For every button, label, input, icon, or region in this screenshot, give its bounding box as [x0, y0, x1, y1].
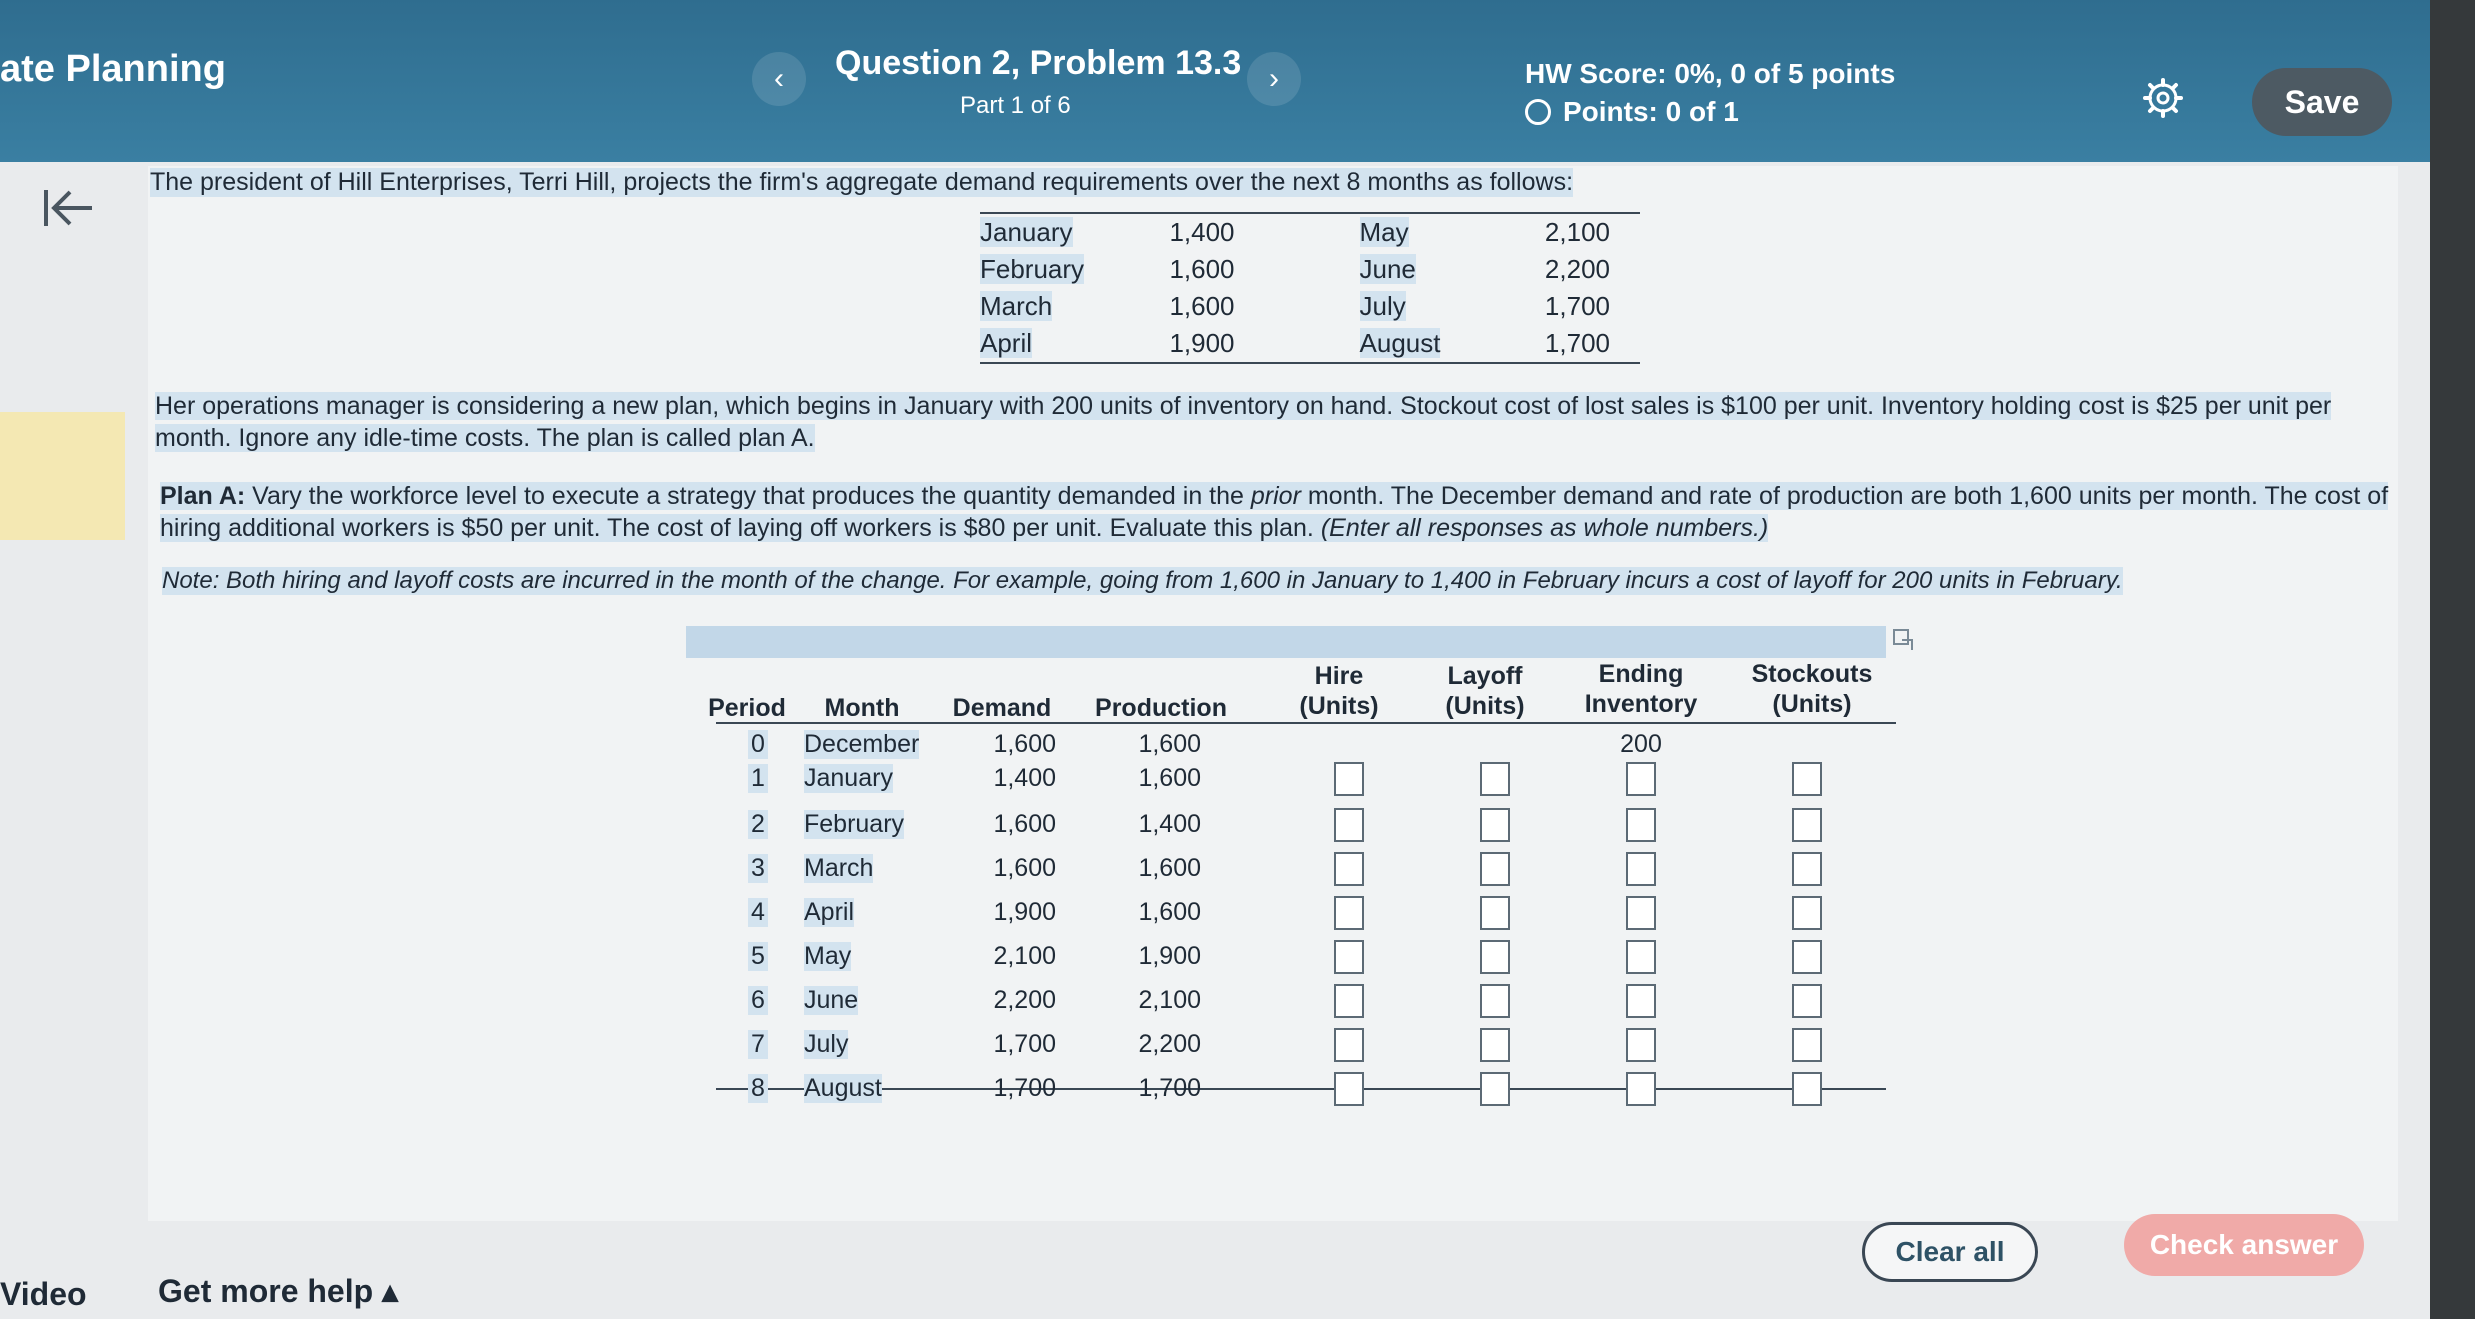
month-cell: July	[804, 1030, 849, 1058]
demand-value: 1,900	[1169, 328, 1235, 358]
production-cell: 1,900	[1138, 942, 1201, 970]
header-stockouts-2: (Units)	[1772, 690, 1852, 718]
month-label: April	[980, 328, 1033, 358]
period-cell: 8	[748, 1074, 768, 1103]
layoff-input[interactable]	[1480, 896, 1510, 930]
hire-input[interactable]	[1334, 1028, 1364, 1062]
plan-a-table	[686, 626, 1896, 1106]
month-label: March	[980, 291, 1053, 321]
hire-input[interactable]	[1334, 852, 1364, 886]
month-label: January	[980, 217, 1073, 247]
gear-icon[interactable]	[2143, 78, 2183, 118]
hire-input[interactable]	[1334, 984, 1364, 1018]
table-row	[686, 1070, 1896, 1110]
table-row	[686, 850, 1896, 890]
demand-value: 1,600	[1169, 291, 1235, 321]
ending-inventory-input[interactable]	[1626, 984, 1656, 1018]
table-row	[686, 938, 1896, 978]
month-label: June	[1359, 254, 1416, 284]
table-row	[686, 894, 1896, 934]
table-header-band	[686, 626, 1886, 658]
plan-note: (Enter all responses as whole numbers.)	[1320, 514, 1769, 542]
paragraph-text: Her operations manager is considering a new plan, which begins in January with 200 units of inventory on hand. Stockout cost of lost sales is $100 per unit. Inventory holding cost is $25 per unit per month. Ignore any idle-time costs. The plan is called plan A.	[155, 392, 2332, 452]
header-production: Production	[1095, 694, 1227, 722]
ending-inventory-input[interactable]	[1626, 896, 1656, 930]
get-more-help-button[interactable]: Get more help ▴	[158, 1273, 399, 1309]
month-cell: March	[804, 854, 874, 882]
demand-table	[980, 212, 1640, 364]
layoff-input[interactable]	[1480, 984, 1510, 1018]
period-cell: 1	[748, 764, 768, 793]
screen-edge	[2430, 0, 2475, 1319]
stockouts-input[interactable]	[1792, 852, 1822, 886]
next-question-button[interactable]	[1247, 52, 1301, 106]
stockouts-input[interactable]	[1792, 984, 1822, 1018]
clear-all-button[interactable]: Clear all	[1862, 1222, 2038, 1282]
hire-input[interactable]	[1334, 940, 1364, 974]
collapse-panel-icon[interactable]	[40, 184, 96, 232]
month-label: August	[1359, 328, 1441, 358]
demand-value: 2,100	[1544, 217, 1610, 247]
hire-input[interactable]	[1334, 762, 1364, 796]
month-label: February	[980, 254, 1085, 284]
table-row	[686, 760, 1896, 800]
save-button[interactable]: Save	[2252, 68, 2392, 136]
points-text: Points: 0 of 1	[1563, 96, 1739, 127]
stockouts-input[interactable]	[1792, 762, 1822, 796]
month-cell: May	[804, 942, 852, 970]
period-cell: 6	[748, 986, 768, 1015]
period-cell: 2	[748, 810, 768, 839]
plan-label: Plan A:	[160, 482, 246, 510]
layoff-input[interactable]	[1480, 762, 1510, 796]
points-status	[1525, 96, 1739, 128]
header-ending-1: Ending	[1598, 660, 1684, 688]
month-cell: August	[804, 1074, 882, 1102]
stockouts-input[interactable]	[1792, 808, 1822, 842]
period-cell: 7	[748, 1030, 768, 1059]
demand-row	[980, 251, 1640, 288]
month-cell: June	[804, 986, 859, 1014]
production-cell: 2,200	[1138, 1030, 1201, 1058]
layoff-input[interactable]	[1480, 1072, 1510, 1106]
demand-row	[980, 288, 1640, 325]
chevron-right-icon: ›	[1269, 62, 1279, 95]
demand-cell: 1,400	[993, 764, 1056, 792]
plan-text-1: Vary the workforce level to execute a strategy that produces the quantity demanded in the	[245, 482, 1251, 510]
plan-a-description	[160, 480, 2390, 544]
stockouts-input[interactable]	[1792, 1028, 1822, 1062]
problem-paragraph	[155, 390, 2395, 454]
month-cell: February	[804, 810, 905, 838]
demand-cell: 1,900	[993, 898, 1056, 926]
demand-cell: 1,600	[993, 854, 1056, 882]
layoff-input[interactable]	[1480, 940, 1510, 974]
demand-value: 1,700	[1544, 328, 1610, 358]
problem-intro: The president of Hill Enterprises, Terri Hill, projects the firm's aggregate demand requirements over the next 8 months as follows:	[150, 168, 1574, 196]
month-label: July	[1359, 291, 1406, 321]
plan-text-2: month. The December demand and rate of production are both 1,600 units per month. The cost of hiring additional workers is $50 per unit. The cost of laying off workers is $80 per unit. Evaluate this plan.	[160, 482, 2389, 542]
expand-table-icon[interactable]	[1892, 628, 1916, 652]
ending-inventory-input[interactable]	[1626, 1028, 1656, 1062]
month-cell: April	[804, 898, 855, 926]
demand-value: 1,600	[1169, 254, 1235, 284]
app-title: ate Planning	[0, 48, 226, 90]
check-answer-button[interactable]: Check answer	[2124, 1214, 2364, 1276]
status-circle-icon	[1525, 99, 1551, 125]
hw-score: HW Score: 0%, 0 of 5 points	[1525, 58, 1896, 89]
stockouts-input[interactable]	[1792, 940, 1822, 974]
period-cell: 0	[748, 730, 768, 759]
ending-inventory-input[interactable]	[1626, 852, 1656, 886]
production-cell: 1,400	[1138, 810, 1201, 838]
production-cell: 1,600	[1138, 730, 1201, 758]
layoff-input[interactable]	[1480, 852, 1510, 886]
demand-value: 1,400	[1169, 217, 1235, 247]
stockouts-input[interactable]	[1792, 896, 1822, 930]
production-cell: 1,600	[1138, 854, 1201, 882]
top-bar	[0, 0, 2430, 162]
demand-value: 1,700	[1544, 291, 1610, 321]
header-layoff-1: Layoff	[1447, 662, 1523, 690]
production-cell: 1,600	[1138, 764, 1201, 792]
hire-input[interactable]	[1334, 1072, 1364, 1106]
header-hire-1: Hire	[1314, 662, 1364, 690]
ending-inventory-initial: 200	[1620, 730, 1662, 758]
demand-cell: 2,200	[993, 986, 1056, 1014]
header-rule	[716, 722, 1896, 724]
layoff-input[interactable]	[1480, 808, 1510, 842]
header-hire-2: (Units)	[1299, 692, 1379, 720]
stockouts-input[interactable]	[1792, 1072, 1822, 1106]
previous-question-button[interactable]	[752, 52, 806, 106]
demand-cell: 1,700	[993, 1074, 1056, 1102]
demand-row	[980, 325, 1640, 362]
table-row	[686, 982, 1896, 1022]
month-cell: January	[804, 764, 893, 792]
demand-cell: 1,700	[993, 1030, 1056, 1058]
plan-prior: prior	[1250, 482, 1301, 510]
question-marker	[0, 412, 125, 540]
ending-inventory-input[interactable]	[1626, 1072, 1656, 1106]
production-cell: 1,700	[1138, 1074, 1201, 1102]
question-title: Question 2, Problem 13.3	[835, 44, 1242, 82]
header-stockouts-1: Stockouts	[1751, 660, 1873, 688]
hire-input[interactable]	[1334, 896, 1364, 930]
header-layoff-2: (Units)	[1445, 692, 1525, 720]
ending-inventory-input[interactable]	[1626, 940, 1656, 974]
demand-cell: 1,600	[993, 810, 1056, 838]
layoff-input[interactable]	[1480, 1028, 1510, 1062]
header-period: Period	[708, 694, 786, 722]
demand-cell: 2,100	[993, 942, 1056, 970]
problem-note: Note: Both hiring and layoff costs are incurred in the month of the change. For example, going from 1,600 in January to 1,400 in February incurs a cost of layoff for 200 units in February.	[162, 567, 2123, 594]
hire-input[interactable]	[1334, 808, 1364, 842]
demand-row	[980, 214, 1640, 251]
month-label: May	[1359, 217, 1409, 247]
period-cell: 3	[748, 854, 768, 883]
ending-inventory-input[interactable]	[1626, 762, 1656, 796]
month-cell: December	[804, 730, 920, 758]
table-row	[686, 1026, 1896, 1066]
production-cell: 2,100	[1138, 986, 1201, 1014]
production-cell: 1,600	[1138, 898, 1201, 926]
chevron-left-icon: ‹	[774, 62, 784, 95]
header-month: Month	[824, 694, 900, 722]
video-link[interactable]: Video	[0, 1276, 87, 1312]
period-cell: 5	[748, 942, 768, 971]
demand-cell: 1,600	[993, 730, 1056, 758]
demand-value: 2,200	[1544, 254, 1610, 284]
table-row	[686, 806, 1896, 846]
ending-inventory-input[interactable]	[1626, 808, 1656, 842]
header-demand: Demand	[952, 694, 1052, 722]
header-ending-2: Inventory	[1584, 690, 1698, 718]
period-cell: 4	[748, 898, 768, 927]
question-part: Part 1 of 6	[960, 92, 1071, 119]
